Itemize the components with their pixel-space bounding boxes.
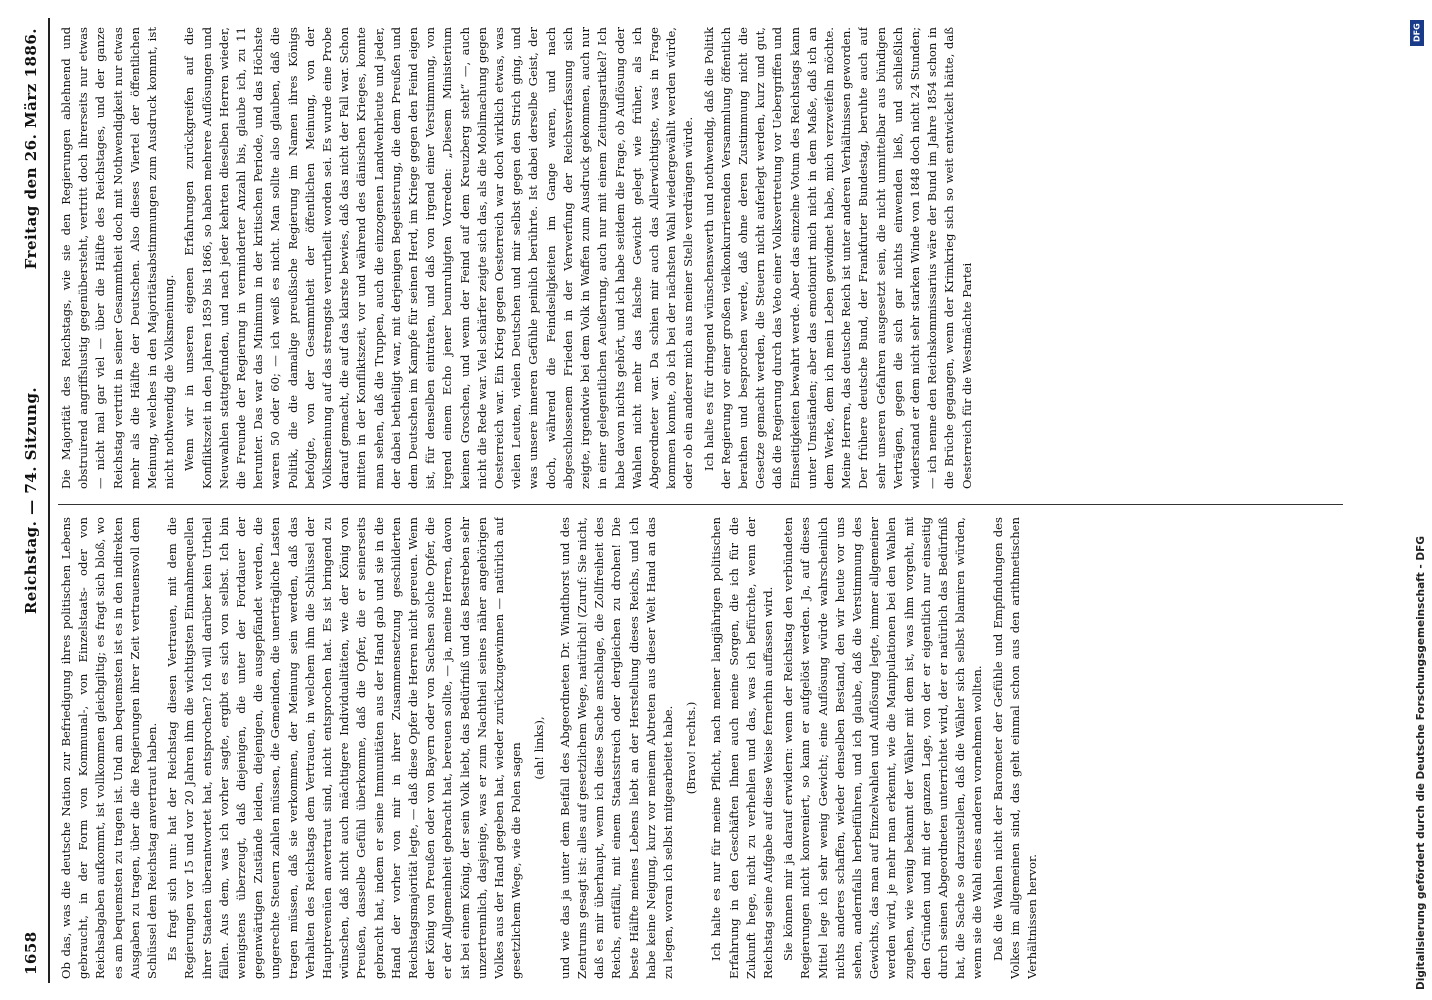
left-paragraph: Ob das, was die deutsche Nation zur Befriedigung ihres politischen Lebens gebraucht, in der Form von Kommunal-, von Einzelstaats- oder von Reichsabgaben aufkommt, ist vollkommen gleichgiltig; es fragt sich bloß, wo es am bequemsten zu tragen ist. Und am bequemsten ist es in den indirekten Ausgaben zu tragen, über die die Regierungen ihrer Zeit vertrauensvoll dem Schlüssel dem Reichstag anvertraut haben. — [59, 517, 160, 979]
interjection: (ah! links), — [532, 716, 547, 780]
page-header — [18, 18, 46, 983]
session-title: Reichstag. — 74. Sitzung. — [22, 386, 40, 615]
left-paragraph: Es fragt sich nun: hat der Reichstag diesen Vertrauen, mit dem die Regierungen vor 15 und vor 20 Jahren ihm die wichtigsten Einnahmequellen ihrer Staaten überantwortet hat, entsprochen? Ich will darüber kein Urtheil fällen. Aus dem, was ich vorher sagte, ergibt es sich von selbst. Ich bin wenigstens überzeugt, daß diejenigen, die unter der Fortdauer der gegenwärtigen Zustände leiden, diejenigen, die ausgepfändet werden, die ungerechte Steuern zahlen müssen, die Gemeinden, die unerträgliche Lasten tragen müssen, daß sie verkommen, der Meinung sein werden, daß das Verhalten des Reichstags dem Vertrauen, in welchem ihm die Schlüssel der Hauptrevenüen anvertraut sind, nicht entsprochen hat. Es ist bringend zu wünschen, daß nicht auch mächtigere Individualitäten, wie der König von Preußen, dasselbe Gefühl überkomme, daß die Opfer, die er seinerseits gebracht hat, indem er seine Immunitäten aus der Hand gab und sie in die Hand der vorher von mir in ihrer Zusammensetzung geschilderten Reichstagsmajorität legte, — daß diese Opfer die Herren nicht gereuen. Wenn der König von Preußen oder von Bayern oder von Sachsen solche Opfer, die er der Allgemeinheit gebracht hat, bereuen sollte, — ja, meine Herren, davon ist bei einem König, der sein Volk liebt, das Bedürfniß und das Bestreben sehr unzertrennlich, dasjenige, was er zum Nachtheil seines näher angehörigen Volkes aus der Hand gegeben hat, wieder zurückzugewinnen — natürlich auf gesetzlichem Wege, wie die Polen sagen — [165, 517, 524, 979]
reichstag-protocol-page — [18, 18, 1358, 983]
dfg-logo-icon: DFG — [1410, 20, 1424, 46]
left-paragraph: Daß die Wahlen nicht der Barometer der Gefühle und Empfindungen des Volkes im allgemeinen sind, das geht einmal schon aus den arithmetischen Verhältnissen hervor. — [990, 517, 1039, 979]
left-paragraph: Ich halte es nur für meine Pflicht, nach meiner langjährigen politischen Erfahrung in den Geschäften Ihnen auch meine Sorgen, die ich für die Zukunft hege, nicht zu verhehlen und das, was ich befürchte, wenn der Reichstag seine Aufgabe auf diese Weise fernerhin auffassen wird. — [709, 517, 775, 979]
right-column — [58, 27, 1348, 489]
right-paragraph: Ich halte es für dringend wünschenswerth und nothwendig, daß die Politik der Regierung vor einer großen vielkonkurrierenden Versammlung öffentlich berathen und besprochen werde, daß ohne deren Zustimmung nicht die Gesetze gemacht werden, die Steuern nicht auferlegt werden, kurz und gut, daß die Regierung durch das Veto einer Volksvertretung vor Uebergriffen und Einseitigkeiten bewahrt werde. Aber das einzelne Votum des Reichstags kann unter Umständen; aber das emotionirt mich nicht in dem Maße, daß ich an dem Werke, dem ich mein Leben gewidmet habe, mich verzweifeln möchte. Meine Herren, das deutsche Reich ist unter anderen Verhältnissen geworden. Der frühere deutsche Bund, der Frankfurter Bundestag, beruhte auch auf sehr unseren Gefahren ausgesetzt sein, die nicht unmittelbar aus bündigen Verträgen, gegen die sich gar nichts einwenden ließ, und schließlich widerstand er dem nicht sehr starken Winde von 1848 doch nicht 24 Stunden; — ich nenne den Reichskommissarius wäre der Bund im Jahre 1854 schon in die Brüche gegangen, wenn der Krimkrieg sich so weit entwickelt hätte, daß Oesterreich für die Westmächte Partei — [701, 27, 974, 489]
left-paragraph: Sie können mir ja darauf erwidern: wenn der Reichstag den verbündeten Regierungen nicht konveniert, so kann er aufgelöst werden. Ja, auf dieses Mittel lege ich sehr wenig Gewicht; eine Auflösung würde wahrscheinlich nichts anderes schaffen, wieder denselben Bestand, den wir heute vor uns sehen, andernfalls herbeiführen, und ich glaube, daß die Verstimmung des Gewichts, das man auf Einzelwahlen und Auflösung legte, immer allgemeiner werden wird, je mehr man erkennt, wie die Manipulationen bei den Wahlen zugehen, wie wenig bekannt der Wähler mit dem ist, was ihm vorgeht, mit den Gründen und mit der ganzen Lage, von der er eigentlich nur einseitig durch seinen Abgeordneten unterrichtet wird, der er natürlich das Bedürfniß hat, die Sache so darzustellen, daß die Wähler sich selbst blamiren würden, wenn sie die Wahl eines anderen vornehmen wollten. — [781, 517, 985, 979]
session-date: Freitag den 26. März 1886. — [22, 28, 40, 270]
header-rule — [48, 18, 50, 983]
interjection: (Bravo! rechts.) — [684, 701, 699, 795]
page-number: 1658 — [22, 931, 40, 975]
digitization-credit-text: Digitalisierung gefördert durch die Deutsche Forschungsgemeinschaft - DFG — [1415, 536, 1427, 990]
digitization-credit — [1397, 0, 1432, 1000]
left-column — [58, 517, 1348, 979]
column-divider — [58, 504, 1343, 505]
right-paragraph: Die Majorität des Reichstags, wie sie den Regierungen ablehnend und obstruirend angriffslustig gegenübersteht, vertritt doch ihrerseits nur etwas — nicht mal gar viel — über die Hälfte des Reichstages, und der ganze Reichstag vertritt in seiner Gesammtheit doch mit Nothwendigkeit nur etwas mehr als die Hälfte der Deutschen. Also dieses Viertel der öffentlichen Meinung, welches in den Majoritätsabstimmungen zum Ausdruck kommt, ist nicht nothwendig die Volksmeinung. — [59, 27, 177, 489]
right-paragraph: Wenn wir in unseren eigenen Erfahrungen zurückgreifen auf die Konfliktszeit in den Jahren 1859 bis 1866, so haben mehrere Auflösungen und Neuwahlen stattgefunden, und nach jeder kehrten dieselben Herren wieder, die Freunde der Regierung in verminderter Anzahl bis, glaube ich, zu 11 herunter. Das war das Minimum in der kritischen Periode, und das Höchste waren 50 oder 60; — ich weiß es nicht. Man sollte also glauben, daß die Politik, die die damalige preußische Regierung im Namen ihres Königs befolgte, von der Gesammtheit der öffentlichen Meinung, von der Volksmeinung auf das strengste verurtheilt worden sei. Es wurde eine Probe darauf gemacht, die auf das klarste bewies, daß das nicht der Fall war. Schon mitten in der Konfliktszeit, vor und während des dänischen Krieges, konnte man sehen, daß die Truppen, auch die einzogenen Landwehrleute und jeder, der dabei betheiligt war, mit derjenigen Begeisterung, die dem Preußen und dem Deutschen im Kampfe für seinen Herd, im Kriege gegen den Feind eigen ist, für denselben eintraten, und daß von irgend einer Verstimmung, von irgend einem Echo jener beunruhigten Vorreden: „Diesem Ministerium keinen Groschen, und wenn der Feind auf dem Kreuzberg steht“ —, auch nicht die Rede war. Viel schärfer zeigte sich das, als die Mobilmachung gegen Oesterreich war. Ein Krieg gegen Oesterreich war doch wirklich etwas, was vielen Leuten, vielen Deutschen und mir selbst gegen den Strich ging, und was unsere inneren Gefühle peinlich berührte. Ist dabei derselbe Geist, der doch, während die Feindseligkeiten im Gange waren, und nach abgeschlossenem Frieden in der Verwerfung der Reichsverfassung sich zeigte, irgendwie bei dem Volk in Waffen zum Ausdruck gekommen, auch nur in einer gelegentlichen Aeußerung, auch nur mit einem Zeitungsartikel? Ich habe davon nichts gehört, und ich habe seitdem die Frage, ob Auflösung oder Wahlen nicht mehr das falsche Gewicht gelegt wie früher, als ich Abgeordneter war. Da schien mir auch das Allerwichtigste, was in Frage kommen konnte, ob ich bei der nächsten Wahl wiedergewählt werden würde, oder ob ein anderer mich aus meiner Stelle verdrängen würde. — [182, 27, 696, 489]
left-paragraph: und wie das ja unter dem Beifall des Abgeordneten Dr. Windthorst und des Zentrums gesagt ist: alles auf gesetzlichem Wege, natürlich! (Zuruf: Sie nicht, daß es mir überhaupt, wenn ich diese Sache anschlage, die Zollfreiheit des Reichs, entfällt, mit einem Staatsstreich oder dergleichen zu drohen! Die beste Hälfte meines Lebens liebt an der Herstellung dieses Reichs, und ich habe keine Neigung, kurz vor meinem Abtreten aus dieser Welt Hand an das zu legen, woran ich selbst mitgearbeitet habe. — [557, 517, 675, 979]
